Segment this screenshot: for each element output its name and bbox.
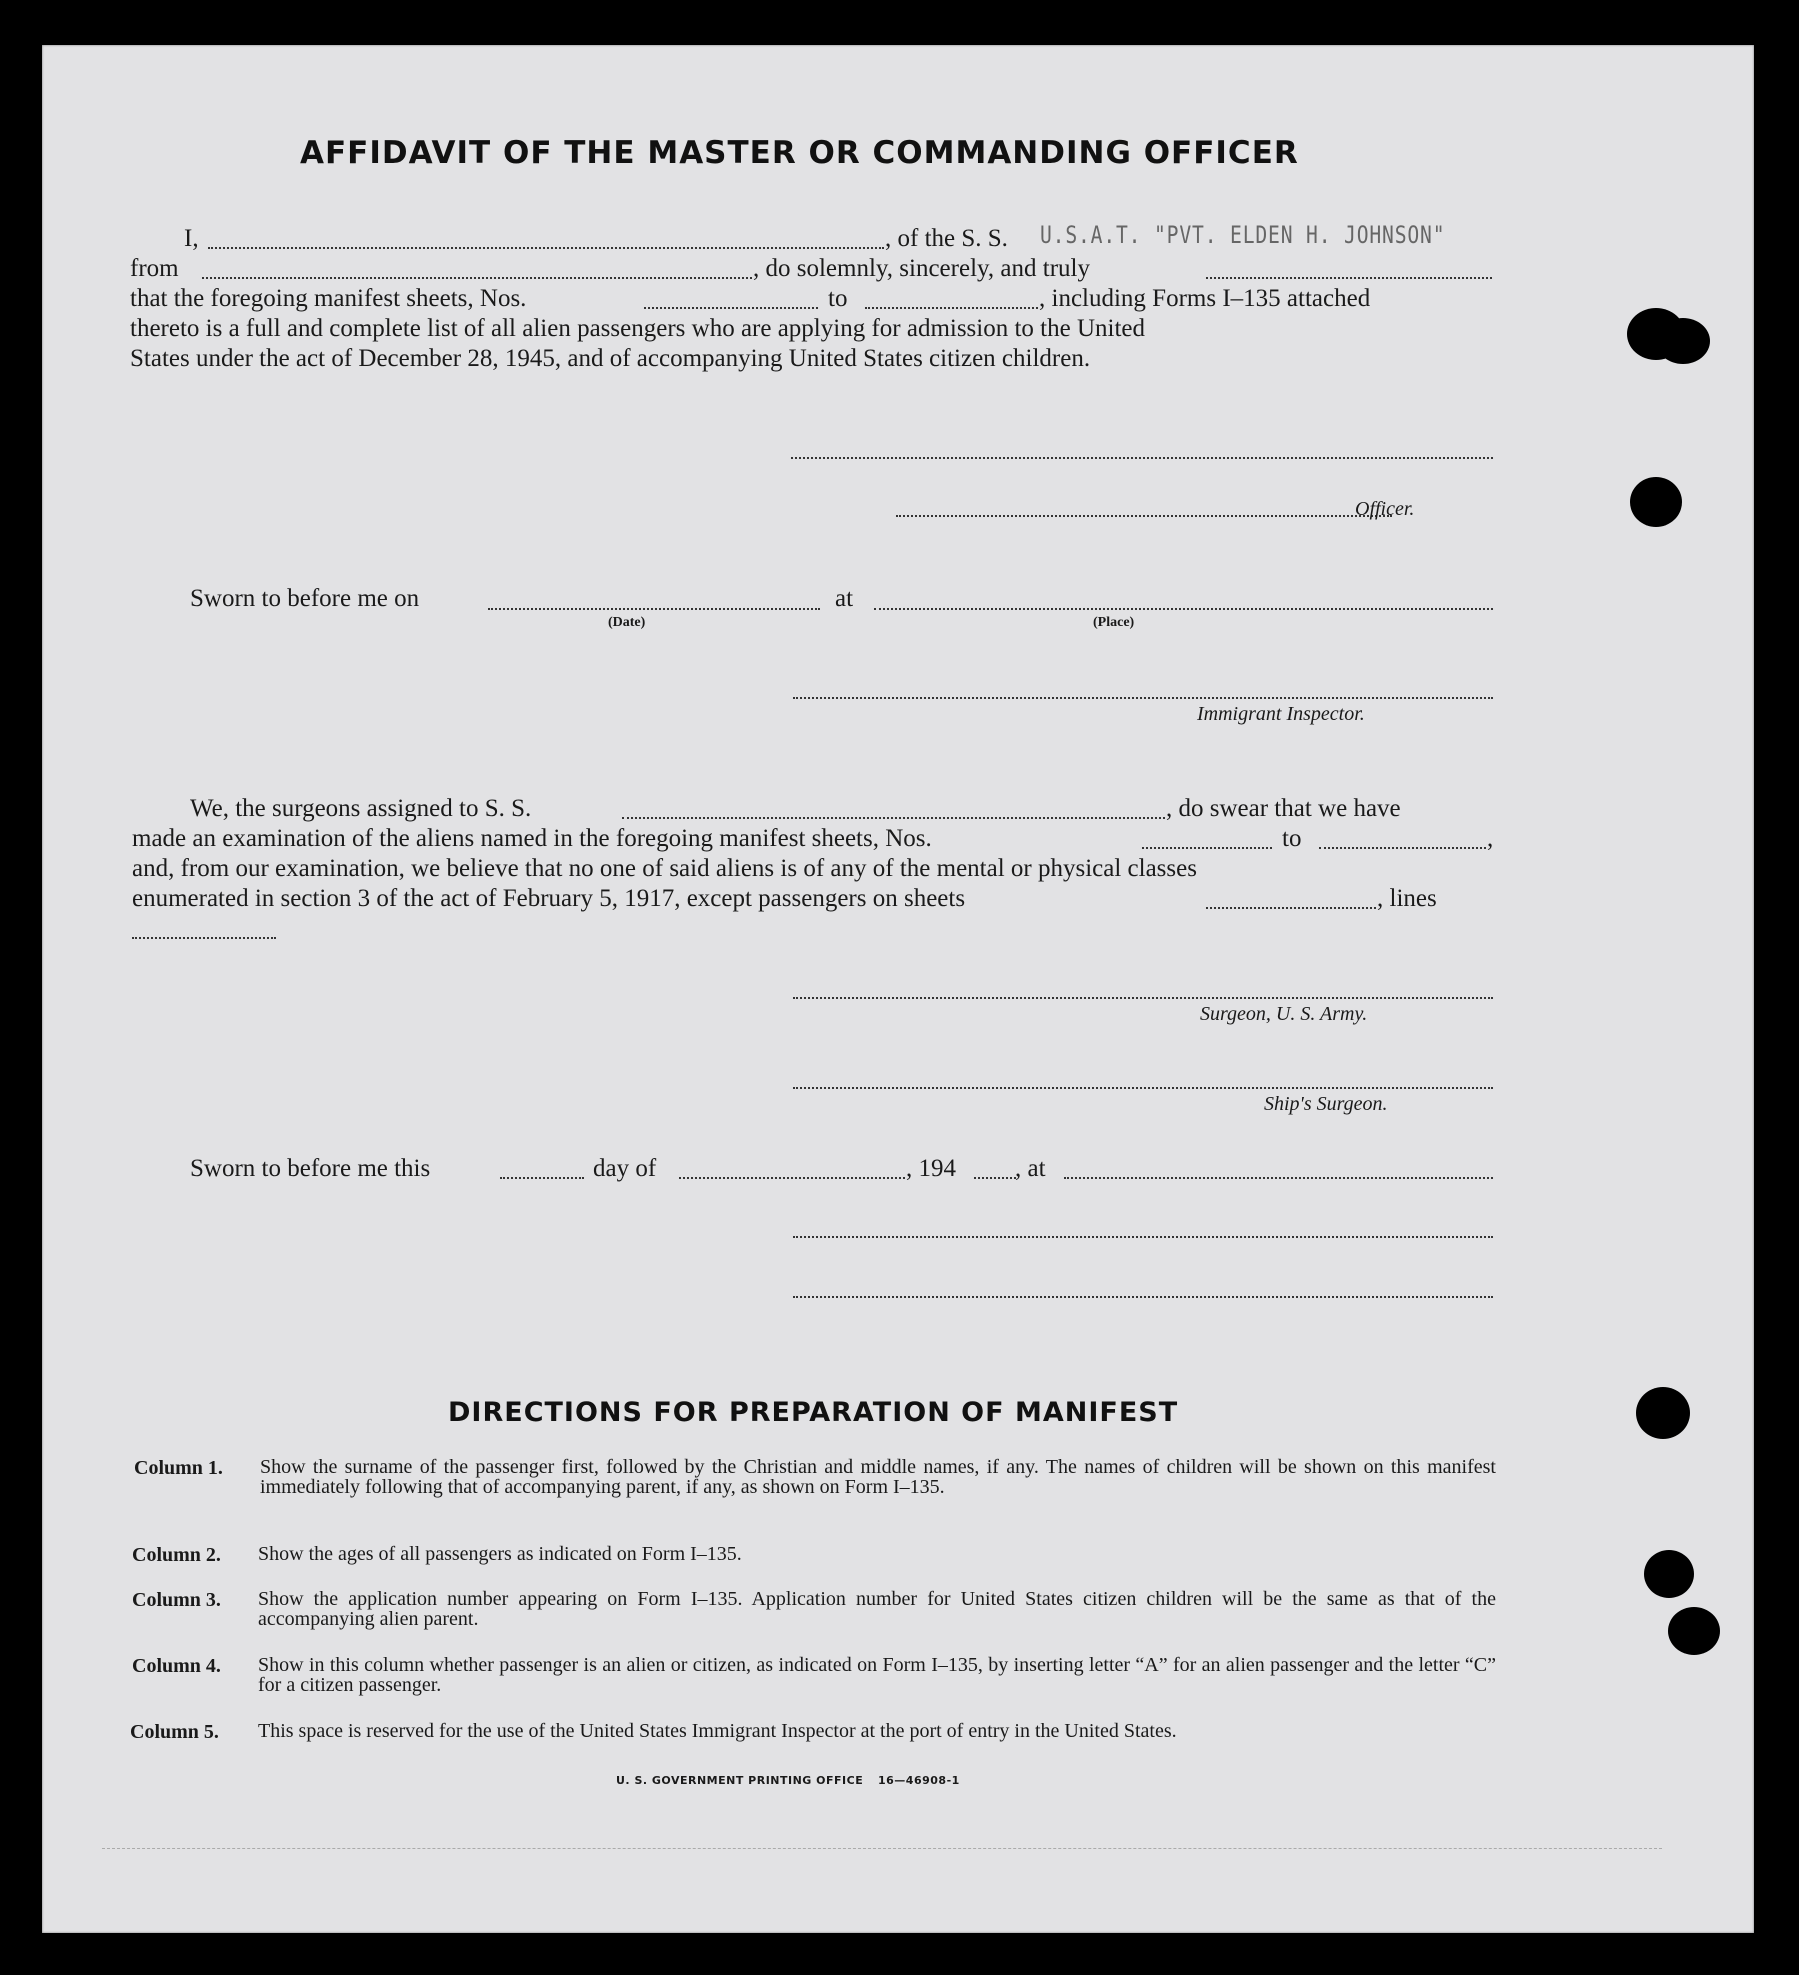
column-2-text: Show the ages of all passengers as indicated on Form I–135. (258, 1543, 742, 1565)
surgeons-lines: , lines (1377, 885, 1437, 912)
punch-hole-5 (1668, 1607, 1720, 1655)
surgeons-sheet-to-field[interactable] (1319, 847, 1486, 849)
footer-form-code: 16—46908-1 (878, 1774, 960, 1787)
ship-name-stamp: U.S.A.T. "PVT. ELDEN H. JOHNSON" (1040, 221, 1446, 249)
master-name-field[interactable] (208, 247, 884, 249)
surgeons-ship-field[interactable] (622, 817, 1165, 819)
sworn-place-field[interactable] (874, 608, 1493, 610)
sheet-to-field[interactable] (865, 307, 1038, 309)
army-surgeon-signature-line[interactable] (793, 997, 1493, 999)
officer-label: Officer. (1355, 498, 1415, 520)
surgeons-line1a: We, the surgeons assigned to S. S. (190, 795, 532, 822)
surgeons-line1b: , do swear that we have (1166, 795, 1401, 822)
column-1-label: Column 1. (134, 1457, 223, 1479)
except-lines-field[interactable] (132, 937, 276, 939)
ship-surgeon-signature-line[interactable] (793, 1087, 1493, 1089)
form-page (42, 45, 1754, 1933)
sworn-this: Sworn to before me this (190, 1155, 431, 1182)
surgeons-line3: and, from our examination, we believe that no one of said aliens is of any of the mental or physical classes (132, 855, 1197, 882)
footer-printing-office: U. S. GOVERNMENT PRINTING OFFICE (616, 1774, 864, 1787)
column-1-text (260, 1457, 1496, 1497)
surgeons-line2a: made an examination of the aliens named in the foregoing manifest sheets, Nos. (132, 825, 932, 852)
inspector-signature-line[interactable] (793, 697, 1493, 699)
officer-title-line[interactable] (896, 515, 1392, 517)
sheet-from-field[interactable] (644, 307, 818, 309)
punch-hole-3 (1636, 1387, 1690, 1439)
affidavit-from: from (130, 255, 179, 282)
ship-surgeon-label: Ship's Surgeon. (1264, 1093, 1388, 1115)
army-surgeon-label: Surgeon, U. S. Army. (1200, 1003, 1368, 1025)
officer-signature-line[interactable] (791, 457, 1493, 459)
sworn2-signature-line-1[interactable] (793, 1236, 1493, 1238)
column-2-label: Column 2. (132, 1544, 221, 1566)
date-label: (Date) (608, 615, 646, 630)
column-1-text-content: Show the surname of the passenger first, followed by the Christian and middle names, if any. The names of children will be shown on this manifest immediately following that of accompanying parent, if any, as shown on Form I–135. (260, 1456, 1496, 1498)
sworn-day-of: day of (593, 1155, 657, 1182)
column-5-text: This space is reserved for the use of the United States Immigrant Inspector at the port of entry in the United States. (258, 1720, 1177, 1742)
punch-hole-4 (1644, 1550, 1694, 1598)
swear-continuation-field[interactable] (1206, 277, 1492, 279)
sworn2-day-field[interactable] (500, 1177, 584, 1179)
column-3-label: Column 3. (132, 1589, 221, 1611)
sworn-year: , 194 (906, 1155, 956, 1182)
bottom-edge-rule (102, 1848, 1662, 1849)
surgeons-sheet-from-field[interactable] (1142, 847, 1272, 849)
sworn-at: at (835, 585, 854, 612)
affidavit-i: I, (184, 225, 199, 252)
column-3-text: Show the application number appearing on Form I–135. Application number for United States citizen children will be the same as that of the accompanying alien parent. (258, 1588, 1496, 1630)
sworn2-at: , at (1015, 1155, 1046, 1182)
surgeons-to: to (1282, 825, 1302, 852)
sworn2-place-field[interactable] (1064, 1177, 1493, 1179)
affidavit-sheets: that the foregoing manifest sheets, Nos. (130, 285, 527, 312)
sworn-before-me-on: Sworn to before me on (190, 585, 420, 612)
inspector-label: Immigrant Inspector. (1197, 703, 1365, 725)
affidavit-swear: , do solemnly, sincerely, and truly (753, 255, 1090, 282)
sworn2-year-field[interactable] (974, 1177, 1016, 1179)
from-port-field[interactable] (202, 277, 752, 279)
column-4-text: Show in this column whether passenger is an alien or citizen, as indicated on Form I–135, by inserting letter “A” for an alien passenger and the letter “C” for a citizen passenger. (258, 1654, 1496, 1696)
affidavit-forms: , including Forms I–135 attached (1039, 285, 1371, 312)
place-label: (Place) (1093, 615, 1135, 630)
directions-title: DIRECTIONS FOR PREPARATION OF MANIFEST (448, 1397, 1179, 1428)
column-4-label: Column 4. (132, 1655, 221, 1677)
surgeons-comma: , (1487, 825, 1494, 852)
sworn2-month-field[interactable] (679, 1177, 905, 1179)
punch-hole-1b (1656, 318, 1710, 364)
affidavit-title: AFFIDAVIT OF THE MASTER OR COMMANDING OFFICER (300, 135, 1299, 171)
sworn2-signature-line-2[interactable] (793, 1296, 1493, 1298)
affidavit-of-ss: , of the S. S. (885, 225, 1008, 252)
punch-hole-2 (1630, 477, 1682, 527)
surgeons-line4a: enumerated in section 3 of the act of February 5, 1917, except passengers on sheets (132, 885, 966, 912)
affidavit-to: to (828, 285, 848, 312)
column-5-label: Column 5. (130, 1721, 219, 1743)
affidavit-line4: thereto is a full and complete list of all alien passengers who are applying for admission to the United (130, 315, 1146, 342)
except-sheets-field[interactable] (1206, 907, 1376, 909)
affidavit-line5: States under the act of December 28, 1945, and of accompanying United States citizen children. (130, 345, 1091, 372)
sworn-date-field[interactable] (488, 608, 820, 610)
